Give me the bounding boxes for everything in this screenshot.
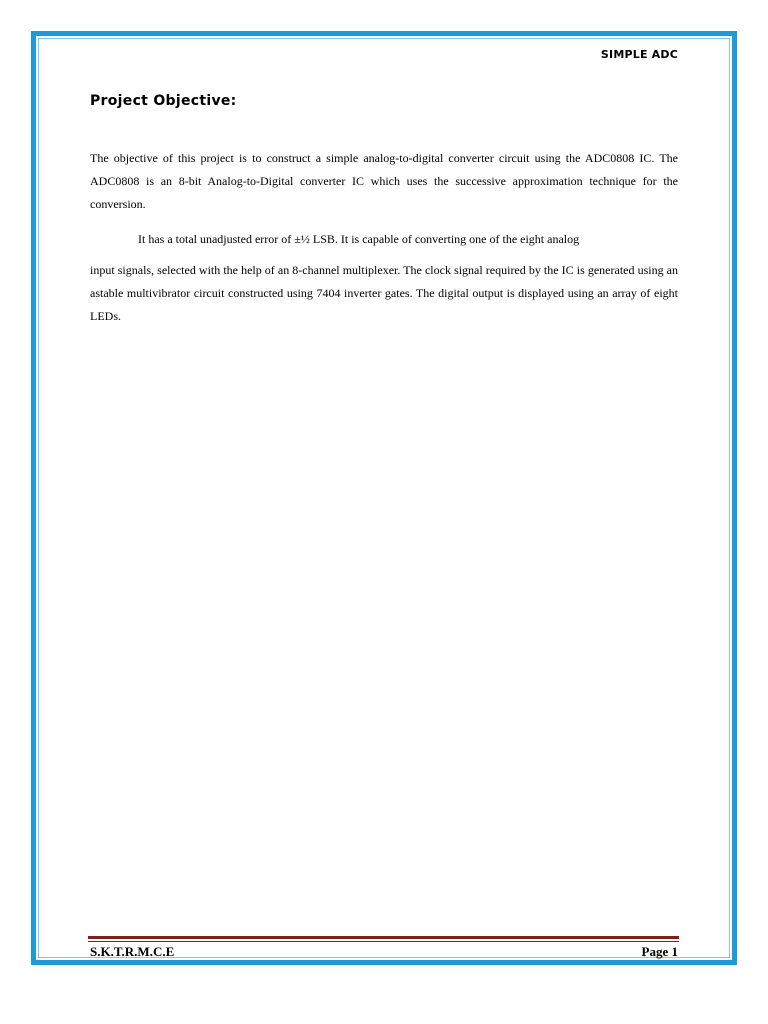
paragraph-error-continuation: input signals, selected with the help of an 8-channel multiplexer. The clock signal required by the IC is generated using an astable multivibrator circuit constructed using 7404 inverter gates. The digital output is displayed using an array of eight LEDs.	[90, 263, 678, 323]
footer-page-number: Page 1	[641, 944, 678, 959]
footer-rule-thin	[88, 941, 679, 942]
running-header: SIMPLE ADC	[600, 48, 678, 61]
paragraph-objective: The objective of this project is to construct a simple analog-to-digital converter circuit using the ADC0808 IC. The ADC0808 is an 8-bit Analog-to-Digital converter IC which uses the successive approximation technique for the conversion.	[90, 151, 678, 211]
section-title: Project Objective:	[90, 93, 237, 109]
footer-rule-thick	[88, 936, 679, 939]
footer-institution: S.K.T.R.M.C.E	[90, 944, 175, 959]
paragraph-error-first-line: It has a total unadjusted error of ±½ LSB. It is capable of converting one of the eight analog	[138, 232, 580, 246]
